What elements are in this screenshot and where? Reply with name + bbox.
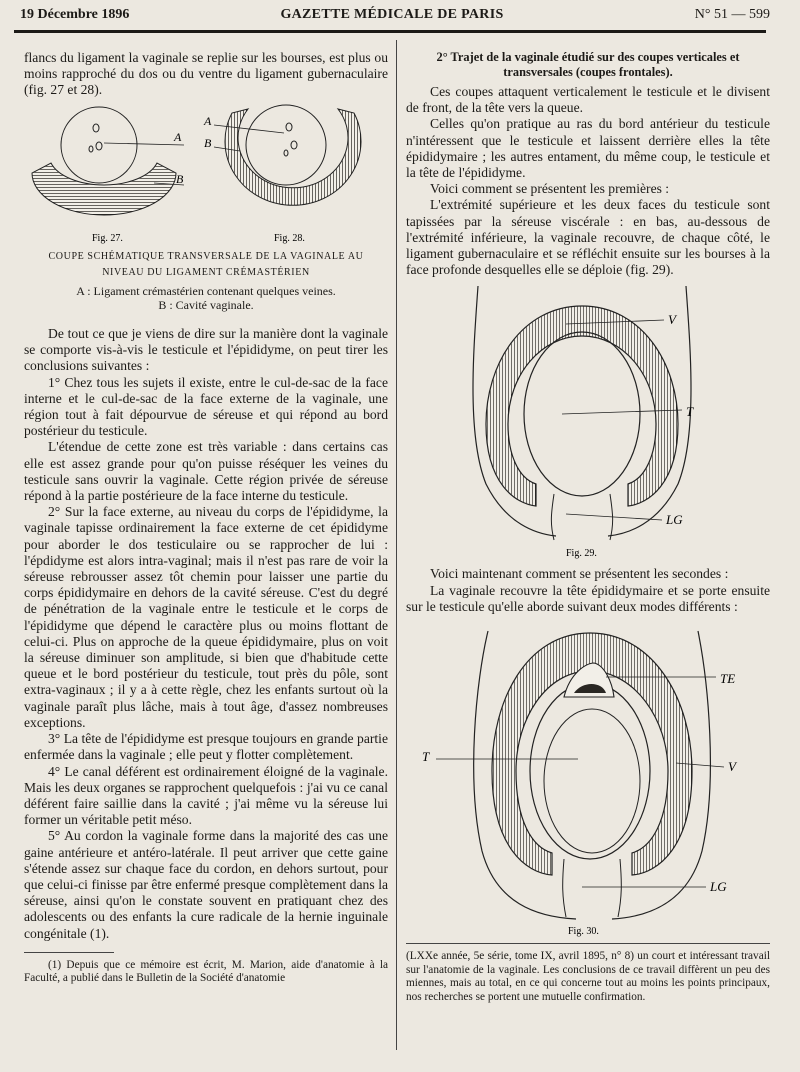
paragraph: 4° Le canal déférent est ordinairement éloigné de la vaginale. Mais les deux organes se rapprochent quelquefois : j'ai vu ce canal déférent faire saillie dans la cavité ; j'ai même vu la séreuse lui former un véritable petit méso.	[24, 763, 388, 828]
paragraph: Voici maintenant comment se présentent les secondes :	[430, 566, 729, 582]
paragraph: De tout ce que je viens de dire sur la manière dont la vaginale se comporte vis-à-vis le testicule et l'épididyme, on peut tirer les conclusions suivantes :	[24, 326, 388, 374]
figure-caption: COUPE SCHÉMATIQUE TRANSVERSALE DE LA VAGINALE AU NIVEAU DU LIGAMENT CRÉMASTÉRIEN	[48, 250, 364, 278]
figure-30-label: Fig. 30.	[568, 926, 599, 938]
paragraph: L'extrémité supérieure et les deux faces du testicule sont tapissées par la séreuse viscérale : en bas, au-dessous de l'extrémité inférieure, la vaginale recouvre, de chaque côté, le ligament gubernaculaire et se réfléchit ensuite sur les bourses à la face profonde desquelles elle se déploie (fig. 29).	[406, 197, 770, 278]
figure-30-label-te: TE	[720, 671, 736, 687]
figure-30-label-t: T	[422, 749, 430, 765]
footnote: (1) Depuis que ce mémoire est écrit, M. Marion, aide d'anatomie à la Faculté, a publié dans le Bulletin de la Société d'anatomie	[24, 958, 388, 985]
paragraph: La vaginale recouvre la tête épididymaire et se porte ensuite sur le testicule qu'elle aborde suivant deux modes différents :	[406, 582, 770, 614]
header-journal: GAZETTE MÉDICALE DE PARIS	[280, 7, 504, 22]
footnote-rule-right	[406, 943, 770, 944]
column-divider	[396, 40, 397, 1050]
footnote-rule	[24, 952, 114, 953]
paragraph: L'étendue de cette zone est très variable : dans certains cas elle est assez grande pour qu'on puisse réséquer les veines du testicule sans ouvrir la vaginale. Cette région privée de séreuse répond à la partie postérieure de la face interne du testicule.	[24, 439, 388, 504]
paragraph: Celles qu'on pratique au ras du bord antérieur du testicule n'intéressent que le testicule et laissent derrière elles la tête épididymaire ; les autres entament, du même coup, le testicule et la tête de l'épididyme.	[406, 116, 770, 181]
figure-29-label-t: T	[686, 404, 694, 420]
figure-30-label-lg: LG	[710, 879, 727, 895]
figure-28-letter-b: B	[204, 135, 212, 150]
figure-27-letter-a: A	[174, 129, 182, 144]
right-column	[406, 50, 770, 1004]
paragraph: Ces coupes attaquent verticalement le testicule et le divisent de front, de la tête vers la queue.	[406, 84, 770, 116]
figure-29	[406, 284, 770, 562]
figure-28-letter-a: A	[204, 113, 212, 128]
header-page-number: N° 51 — 599	[694, 7, 770, 22]
paragraph: 5° Au cordon la vaginale forme dans la majorité des cas une gaine antérieure et antéro-latérale. Il peut arriver que cette gaine s'étende assez sur chaque face du cordon, en dehors surtout, pour que celui-ci finisse par être enfermé presque complètement dans la séreuse, ainsi qu'on le constate souvent en pratiquant chez des adolescents ou des enfants la cure radicale de la hernie inguinale congénitale (1).	[24, 828, 388, 941]
figure-legend-a: A : Ligament crémastérien contenant quelques veines.	[76, 284, 336, 299]
figure-28-label: Fig. 28.	[274, 232, 305, 244]
figure-27-drawing	[32, 107, 184, 244]
section-heading: 2° Trajet de la vaginale étudié sur des coupes verticales et transversales (coupes frontales).	[436, 50, 740, 79]
figure-27-28	[24, 103, 388, 253]
figure-30-label-v: V	[728, 759, 736, 775]
left-column	[24, 50, 388, 986]
figure-28-drawing	[203, 105, 361, 244]
paragraph: 3° La tête de l'épididyme est presque toujours en grande partie enfermée dans la vaginale ; elle peut y flotter complètement.	[24, 731, 388, 763]
figure-27-label: Fig. 27.	[92, 232, 123, 244]
running-header	[14, 4, 770, 30]
paragraph: 1° Chez tous les sujets il existe, entre le cul-de-sac de la face interne et le cul-de-sac de la face externe de la vaginale, une région tout à fait dépourvue de séreuse et qui répond au bord postérieur du testicule.	[24, 374, 388, 439]
footnote-continuation: (LXXe année, 5e série, tome IX, avril 1895, n° 8) un court et intéressant travail sur l'anatomie de la vaginale. Les conclusions de ce travail diffèrent un peu des miennes, mais au total, en ce qui concerne tout au moins les points principaux, nos recherches se portent une mutuelle confirmation.	[406, 950, 770, 1003]
paragraph: 2° Sur la face externe, au niveau du corps de l'épididyme, la vaginale tapisse ordinairement la face externe de cet épididyme pour aborder le dos testiculaire ou se rapprocher de lui : l'épdidyme est alors intra-vaginal; mais il n'est pas rare de voir la séreuse rebrousser assez tôt chemin pour laisser une partie du corps épididymaire en dehors de la cavité séreuse. C'est du degré de pénétration de la vaginale entre le testicule et le corps de l'épididyme que dépend le caractère plus ou moins flottant de celui-ci. Plus on approche de la queue épididymaire, plus on voit la séreuse diminuer son amplitude, si bien que d'habitude cette queue et le bord postérieur du testicule, tout près du pôle, sont extra-vaginaux ; il y a à cette règle, chez les enfants surtout où la vaginale paraît plus lâche, mais à tout âge, d'assez nombreuses exceptions.	[24, 504, 388, 730]
figure-legend-b: B : Cavité vaginale.	[158, 298, 254, 313]
figure-27-letter-b: B	[176, 171, 184, 186]
header-rule	[14, 30, 766, 33]
figure-30	[406, 621, 770, 939]
figure-29-label-lg: LG	[666, 512, 683, 528]
header-date: 19 Décembre 1896	[20, 7, 130, 22]
paragraph: Voici comment se présentent les premières :	[430, 181, 670, 197]
figure-29-label-v: V	[668, 312, 676, 328]
figure-29-label: Fig. 29.	[566, 548, 597, 560]
paragraph: flancs du ligament la vaginale se replie sur les bourses, est plus ou moins rapproché du dos ou du ventre du ligament gubernaculaire (fig. 27 et 28).	[24, 50, 388, 98]
